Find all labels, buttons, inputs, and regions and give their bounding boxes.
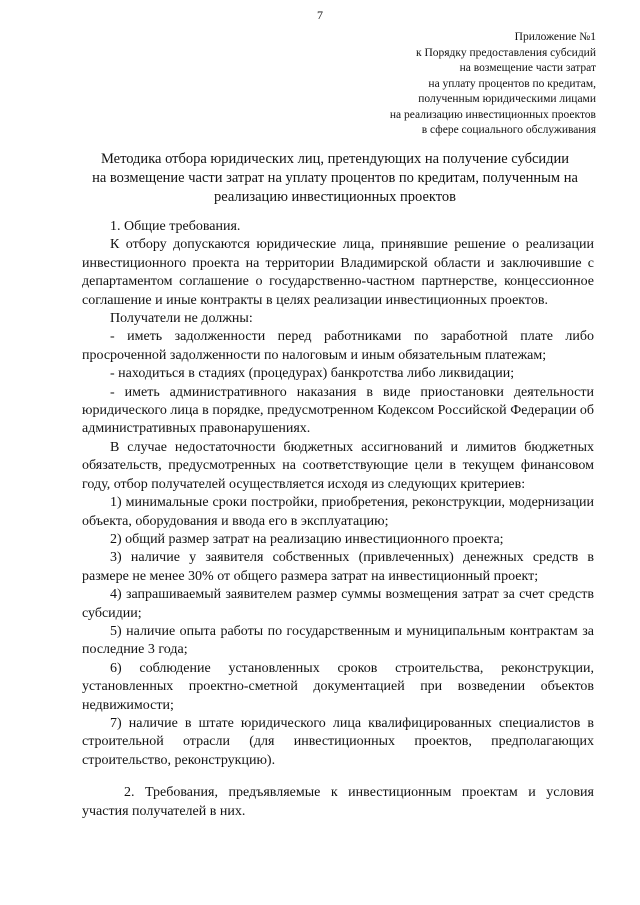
appendix-line: в сфере социального обслуживания <box>421 124 596 136</box>
section-2-heading: 2. Требования, предъявляемые к инвестиционным проектам и условия участия получателей в них. <box>82 785 594 819</box>
recipient-condition-penalty: - иметь административного наказания в виде приостановки деятельности юридического лица в порядке, предусмотренном Кодексом Российской Федерации об административных правонарушениях. <box>82 384 594 437</box>
paragraph-admission: К отбору допускаются юридические лица, принявшие решение о реализации инвестиционного проекта на территории Владимирской области и заключившие с департаментом соглашение о государственно-частном партнерстве, концессионное соглашение и иные контракты в целях реализации инвестиционных проектов. <box>82 237 594 308</box>
recipient-condition-bankruptcy: - находиться в стадиях (процедурах) банкротства либо ликвидации; <box>110 366 515 382</box>
section-1-heading: 1. Общие требования. <box>110 219 241 234</box>
criterion-2: 2) общий размер затрат на реализацию инвестиционного проекта; <box>110 531 504 547</box>
criterion-4: 4) запрашиваемый заявителем размер суммы возмещения затрат за счет средств субсидии; <box>82 587 594 621</box>
recipient-condition-debts: - иметь задолженности перед работниками по заработной плате либо просроченной задолженности по налоговым и иным обязательным платежам; <box>82 329 594 363</box>
criterion-3: 3) наличие у заявителя собственных (привлеченных) денежных средств в размере не менее 30% от общего размера затрат на инвестиционный проект; <box>82 550 594 584</box>
title-line: Методика отбора юридических лиц, претендующих на получение субсидии <box>100 151 570 167</box>
title-line: реализацию инвестиционных проектов <box>213 189 457 205</box>
document-title <box>70 150 600 207</box>
appendix-line: на возмещение части затрат <box>459 62 596 74</box>
appendix-header <box>266 30 596 139</box>
recipients-heading: Получатели не должны: <box>110 311 253 327</box>
appendix-line: на реализацию инвестиционных проектов <box>389 108 596 121</box>
page-number: 7 <box>317 8 323 22</box>
appendix-line: на уплату процентов по кредитам, <box>428 77 596 90</box>
appendix-line: к Порядку предоставления субсидий <box>416 46 596 59</box>
title-line: на возмещение части затрат на уплату процентов по кредитам, полученным на <box>92 170 578 186</box>
appendix-line: Приложение №1 <box>514 31 596 43</box>
document-body <box>82 218 594 821</box>
criterion-7: 7) наличие в штате юридического лица квалифицированных специалистов в строительной отрасли (для инвестиционных проектов, предполагающих строительство, реконструкцию). <box>82 715 594 768</box>
appendix-line: полученным юридическими лицами <box>418 93 596 105</box>
paragraph-criteria-intro: В случае недостаточности бюджетных ассигнований и лимитов бюджетных обязательств, предусмотренных на соответствующие цели в текущем финансовом году, отбор получателей осуществляется исходя из следующих критериев: <box>82 439 594 492</box>
criterion-6: 6) соблюдение установленных сроков строительства, реконструкции, установленных проектно-сметной документацией при возведении объектов недвижимости; <box>82 660 594 713</box>
criterion-5: 5) наличие опыта работы по государственным и муниципальным контрактам за последние 3 года; <box>82 623 594 658</box>
criterion-1: 1) минимальные сроки постройки, приобретения, реконструкции, модернизации объекта, оборудования и ввода его в эксплуатацию; <box>82 495 594 529</box>
